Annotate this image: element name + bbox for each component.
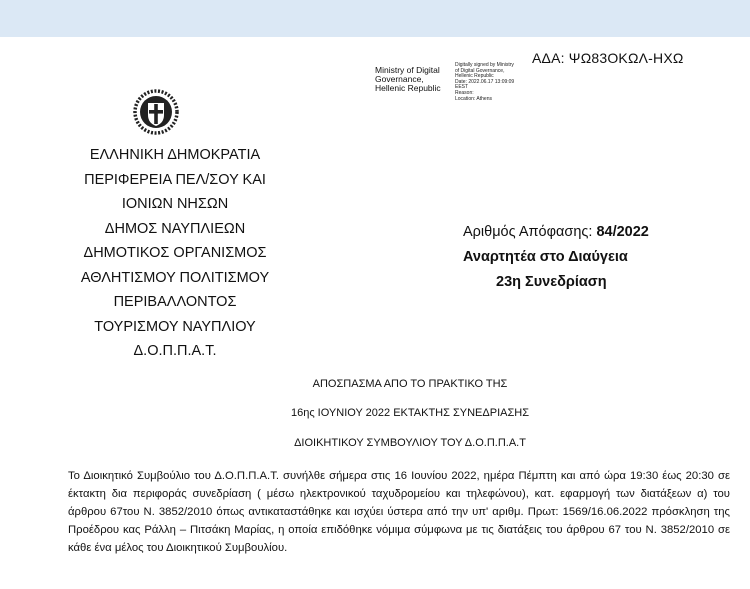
body-paragraph: Το Διοικητικό Συμβούλιο του Δ.Ο.Π.Π.Α.Τ. συνήλθε σήμερα στις 16 Ιουνίου 2022, ημέρα Πέμπτη και από ώρα 19:30 έως 20:30 σε έκτακτη δια περιφοράς συνεδρίαση ( μέσω ηλεκτρονικού ταχυδρομείου και τηλεφώνου), κατ. εφαρμογή των διατάξεων α) του άρθρου 67του Ν. 3852/2010 όπως αντικαταστάθηκε και ισχύει ύστερα από την υπ' αριθμ. Πρωτ: 1569/16.06.2022 πρόσκληση της Προέδρου κας Ράλλη – Πιτσάκη Μαρίας, η οποία επιδόθηκε νόμιμα σύμφωνα με τις διατάξεις του άρθρου 67 του Ν. 3852/2010 σε κάθε ένα μέλος του Διοικητικού Συμβουλίου. (68, 470, 730, 554)
signature-signer-line: Ministry of Digital (375, 65, 440, 75)
issuer-line: ΕΛΛΗΝΙΚΗ ΔΗΜΟΚΡΑΤΙΑ (89, 147, 261, 163)
signature-detail-line: Hellenic Republic (455, 73, 494, 80)
extract-meeting-date: 16ης ΙΟΥΝΙΟΥ 2022 ΕΚΤΑΚΤΗΣ ΣΥΝΕΔΡΙΑΣΗΣ (290, 407, 530, 419)
issuer-line: ΔΗΜΟΣ ΝΑΥΠΛΙΕΩΝ (104, 220, 246, 237)
signature-detail-line: EEST (455, 84, 469, 91)
signature-detail-line: Date: 2022.06.17 13:09:09 (455, 78, 515, 85)
signature-detail-line: Reason: (455, 89, 474, 96)
issuer-line: ΠΕΡΙΒΑΛΛΟΝΤΟΣ (113, 294, 237, 310)
hellenic-republic-emblem-icon (133, 89, 179, 135)
issuer-line: ΙΟΝΙΩΝ ΝΗΣΩΝ (121, 196, 229, 212)
issuer-line: ΔΗΜΟΤΙΚΟΣ ΟΡΓΑΝΙΣΜΟΣ (83, 245, 267, 261)
decision-number-label: Αριθμός Απόφασης: (463, 224, 597, 240)
issuer-line: Δ.Ο.Π.Π.Α.Τ. (133, 343, 217, 359)
decision-number-value: 84/2022 (596, 224, 649, 240)
extract-title: ΑΠΟΣΠΑΣΜΑ ΑΠΟ ΤΟ ΠΡΑΚΤΙΚΟ ΤΗΣ (312, 378, 508, 390)
digital-signature-details (455, 63, 535, 102)
posting-note: Αναρτητέα στο Διαύγεια (463, 249, 628, 265)
issuer-block (45, 143, 305, 364)
signature-detail-line: Digitally signed by Ministry (455, 62, 514, 68)
decision-block (463, 220, 663, 295)
signature-signer-line: Hellenic Republic (375, 83, 441, 93)
signature-signer-line: Governance, (375, 74, 424, 84)
issuer-line: ΠΕΡΙΦΕΡΕΙΑ ΠΕΛ/ΣΟΥ ΚΑΙ (84, 171, 266, 188)
signature-detail-line: Location: Athens (455, 95, 492, 102)
decision-number (463, 220, 663, 245)
signature-detail-line: of Digital Governance, (455, 67, 505, 74)
digital-signature-signer (375, 66, 457, 93)
session-number: 23η Συνεδρίαση (496, 274, 607, 290)
extract-board: ΔΙΟΙΚΗΤΙΚΟΥ ΣΥΜΒΟΥΛΙΟΥ ΤΟΥ Δ.Ο.Π.Π.Α.Τ (294, 437, 526, 449)
issuer-line: ΤΟΥΡΙΣΜΟΥ ΝΑΥΠΛΙΟΥ (94, 318, 256, 335)
issuer-line: ΑΘΛΗΤΙΣΜΟΥ ΠΟΛΙΤΙΣΜΟΥ (80, 269, 270, 286)
viewer-top-bar (0, 0, 750, 37)
ada-code: ΑΔΑ: ΨΩ83ΟΚΩΛ-ΗΧΩ (532, 50, 684, 66)
